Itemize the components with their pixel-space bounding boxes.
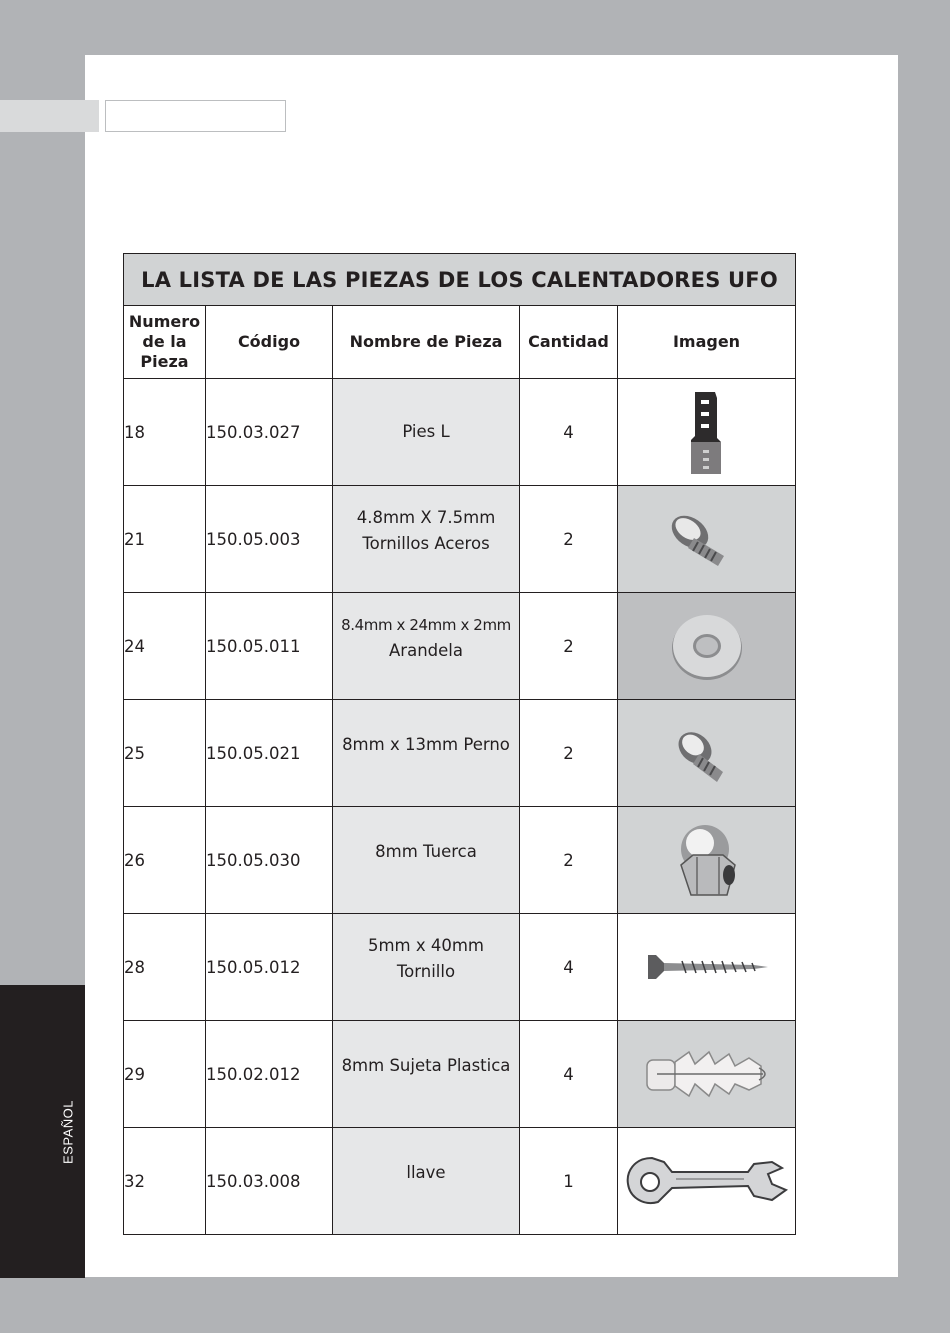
part-code: 150.05.030 bbox=[206, 807, 333, 914]
part-number: 21 bbox=[124, 486, 206, 593]
part-number: 32 bbox=[124, 1128, 206, 1235]
part-quantity: 2 bbox=[520, 593, 618, 700]
table-title: LA LISTA DE LAS PIEZAS DE LOS CALENTADORES UFO bbox=[124, 254, 796, 306]
part-quantity: 2 bbox=[520, 486, 618, 593]
part-code: 150.05.012 bbox=[206, 914, 333, 1021]
part-code: 150.05.003 bbox=[206, 486, 333, 593]
part-image bbox=[618, 593, 796, 700]
header-number: Numero de la Pieza bbox=[124, 306, 206, 379]
table-row bbox=[124, 914, 796, 1021]
part-name-line: 8mm Sujeta Plastica bbox=[341, 1056, 511, 1075]
table-row bbox=[124, 807, 796, 914]
part-name bbox=[333, 914, 520, 1021]
part-name-line: 4.8mm X 7.5mm bbox=[356, 508, 496, 527]
part-name-line: 8.4mm x 24mm x 2mm bbox=[341, 616, 511, 634]
header-tab-outline bbox=[105, 100, 286, 132]
part-name bbox=[333, 593, 520, 700]
part-image bbox=[618, 914, 796, 1021]
part-code: 150.05.021 bbox=[206, 700, 333, 807]
plastic-anchor-icon bbox=[637, 1044, 777, 1104]
part-image bbox=[618, 486, 796, 593]
part-name-line: 5mm x 40mm bbox=[367, 936, 485, 955]
header-row bbox=[124, 306, 796, 379]
part-number: 26 bbox=[124, 807, 206, 914]
part-quantity: 1 bbox=[520, 1128, 618, 1235]
table-row bbox=[124, 1021, 796, 1128]
part-name-line: Tornillos Aceros bbox=[362, 534, 490, 553]
part-name-line: Pies L bbox=[402, 422, 450, 441]
part-name bbox=[333, 379, 520, 486]
washer-icon bbox=[667, 606, 747, 686]
header-image: Imagen bbox=[618, 306, 796, 379]
part-quantity: 2 bbox=[520, 807, 618, 914]
header-quantity: Cantidad bbox=[520, 306, 618, 379]
part-image bbox=[618, 1021, 796, 1128]
steel-screw-icon bbox=[662, 504, 752, 574]
parts-table bbox=[123, 253, 796, 1235]
part-name bbox=[333, 1021, 520, 1128]
part-number: 25 bbox=[124, 700, 206, 807]
table-row bbox=[124, 486, 796, 593]
part-quantity: 4 bbox=[520, 379, 618, 486]
header-code: Código bbox=[206, 306, 333, 379]
table-row bbox=[124, 1128, 796, 1235]
part-code: 150.03.008 bbox=[206, 1128, 333, 1235]
header-name: Nombre de Pieza bbox=[333, 306, 520, 379]
header-tab-gray bbox=[0, 100, 99, 132]
bolt-icon bbox=[667, 718, 747, 788]
part-name-line: 8mm Tuerca bbox=[375, 842, 477, 861]
wrench-icon bbox=[622, 1146, 792, 1216]
part-quantity: 4 bbox=[520, 1021, 618, 1128]
part-image bbox=[618, 1128, 796, 1235]
table-row bbox=[124, 593, 796, 700]
part-name bbox=[333, 486, 520, 593]
part-image bbox=[618, 700, 796, 807]
wood-screw-icon bbox=[642, 947, 772, 987]
language-label: ESPAÑOL bbox=[60, 1100, 76, 1164]
part-number: 24 bbox=[124, 593, 206, 700]
part-code: 150.05.011 bbox=[206, 593, 333, 700]
part-name bbox=[333, 807, 520, 914]
part-quantity: 4 bbox=[520, 914, 618, 1021]
part-name-line: 8mm x 13mm Perno bbox=[342, 735, 510, 754]
part-name bbox=[333, 1128, 520, 1235]
table-row bbox=[124, 700, 796, 807]
cap-nut-icon bbox=[667, 815, 747, 905]
l-foot-bracket-icon bbox=[677, 386, 737, 478]
part-name-line: llave bbox=[406, 1163, 446, 1182]
part-number: 18 bbox=[124, 379, 206, 486]
part-quantity: 2 bbox=[520, 700, 618, 807]
part-name bbox=[333, 700, 520, 807]
part-image bbox=[618, 807, 796, 914]
part-image bbox=[618, 379, 796, 486]
part-number: 28 bbox=[124, 914, 206, 1021]
part-name-line: Arandela bbox=[389, 641, 463, 660]
part-code: 150.02.012 bbox=[206, 1021, 333, 1128]
part-number: 29 bbox=[124, 1021, 206, 1128]
table-row bbox=[124, 379, 796, 486]
part-code: 150.03.027 bbox=[206, 379, 333, 486]
part-name-line: Tornillo bbox=[396, 962, 456, 981]
